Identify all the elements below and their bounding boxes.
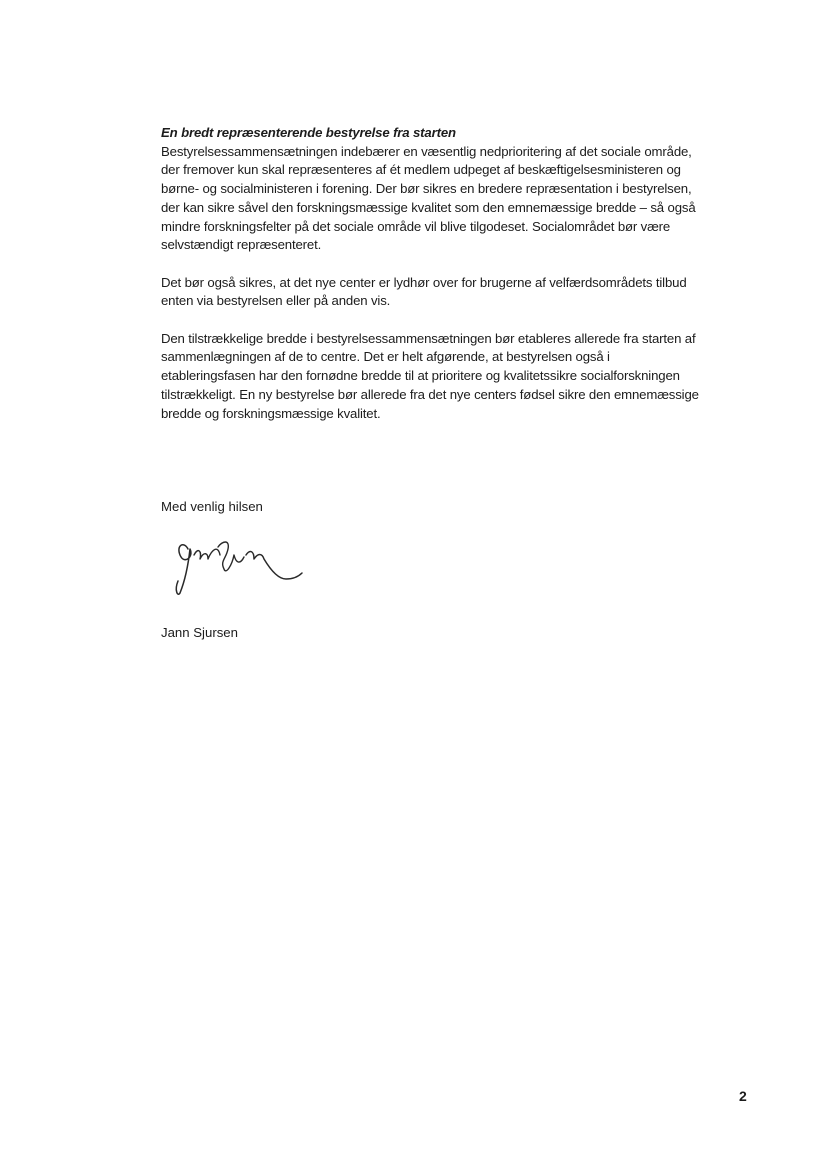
handwritten-signature [174,535,304,597]
text-line: der kan sikre såvel den forskningsmæssige kvalitet som den emnemæssige bredde – så også [161,199,696,215]
text-line: enten via bestyrelsen eller på anden vis. [161,293,391,309]
text-line: der fremover kun skal repræsenteres af ét medlem udpeget af beskæftigelsesministeren og [161,162,681,178]
text-line: selvstændigt repræsenteret. [161,237,322,253]
paragraph-user-responsiveness [161,274,751,311]
paragraph-establishment-phase [161,330,751,424]
page-number: 2 [739,1088,747,1104]
text-line: sammenlægningen af de to centre. Det er helt afgørende, at bestyrelsen også i [161,349,610,365]
text-line: tilstrækkeligt. En ny bestyrelse bør allerede fra det nye centers fødsel sikre den emnemæssige [161,386,699,402]
text-line: mindre forskningsfelter på det sociale område vil blive tilgodeset. Socialområdet bør være [161,218,671,234]
text-line: Bestyrelsessammensætningen indebærer en væsentlig nedprioritering af det sociale område, [161,143,692,159]
text-line: etableringsfasen har den fornødne bredde til at prioritere og kvalitetssikre socialforskningen [161,368,680,384]
paragraph-board-composition [161,143,751,255]
section-heading: En bredt repræsenterende bestyrelse fra starten [161,125,456,140]
closing-greeting: Med venlig hilsen [161,499,263,514]
signer-name: Jann Sjursen [161,625,238,640]
text-line: Det bør også sikres, at det nye center er lydhør over for brugerne af velfærdsområdets tilbud [161,274,687,290]
letter-body [161,124,751,442]
text-line: Den tilstrækkelige bredde i bestyrelsessammensætningen bør etableres allerede fra starten af [161,330,696,346]
text-line: bredde og forskningsmæssige kvalitet. [161,405,381,421]
text-line: børne- og socialministeren i forening. Der bør sikres en bredere repræsentation i bestyrelsen, [161,181,692,197]
